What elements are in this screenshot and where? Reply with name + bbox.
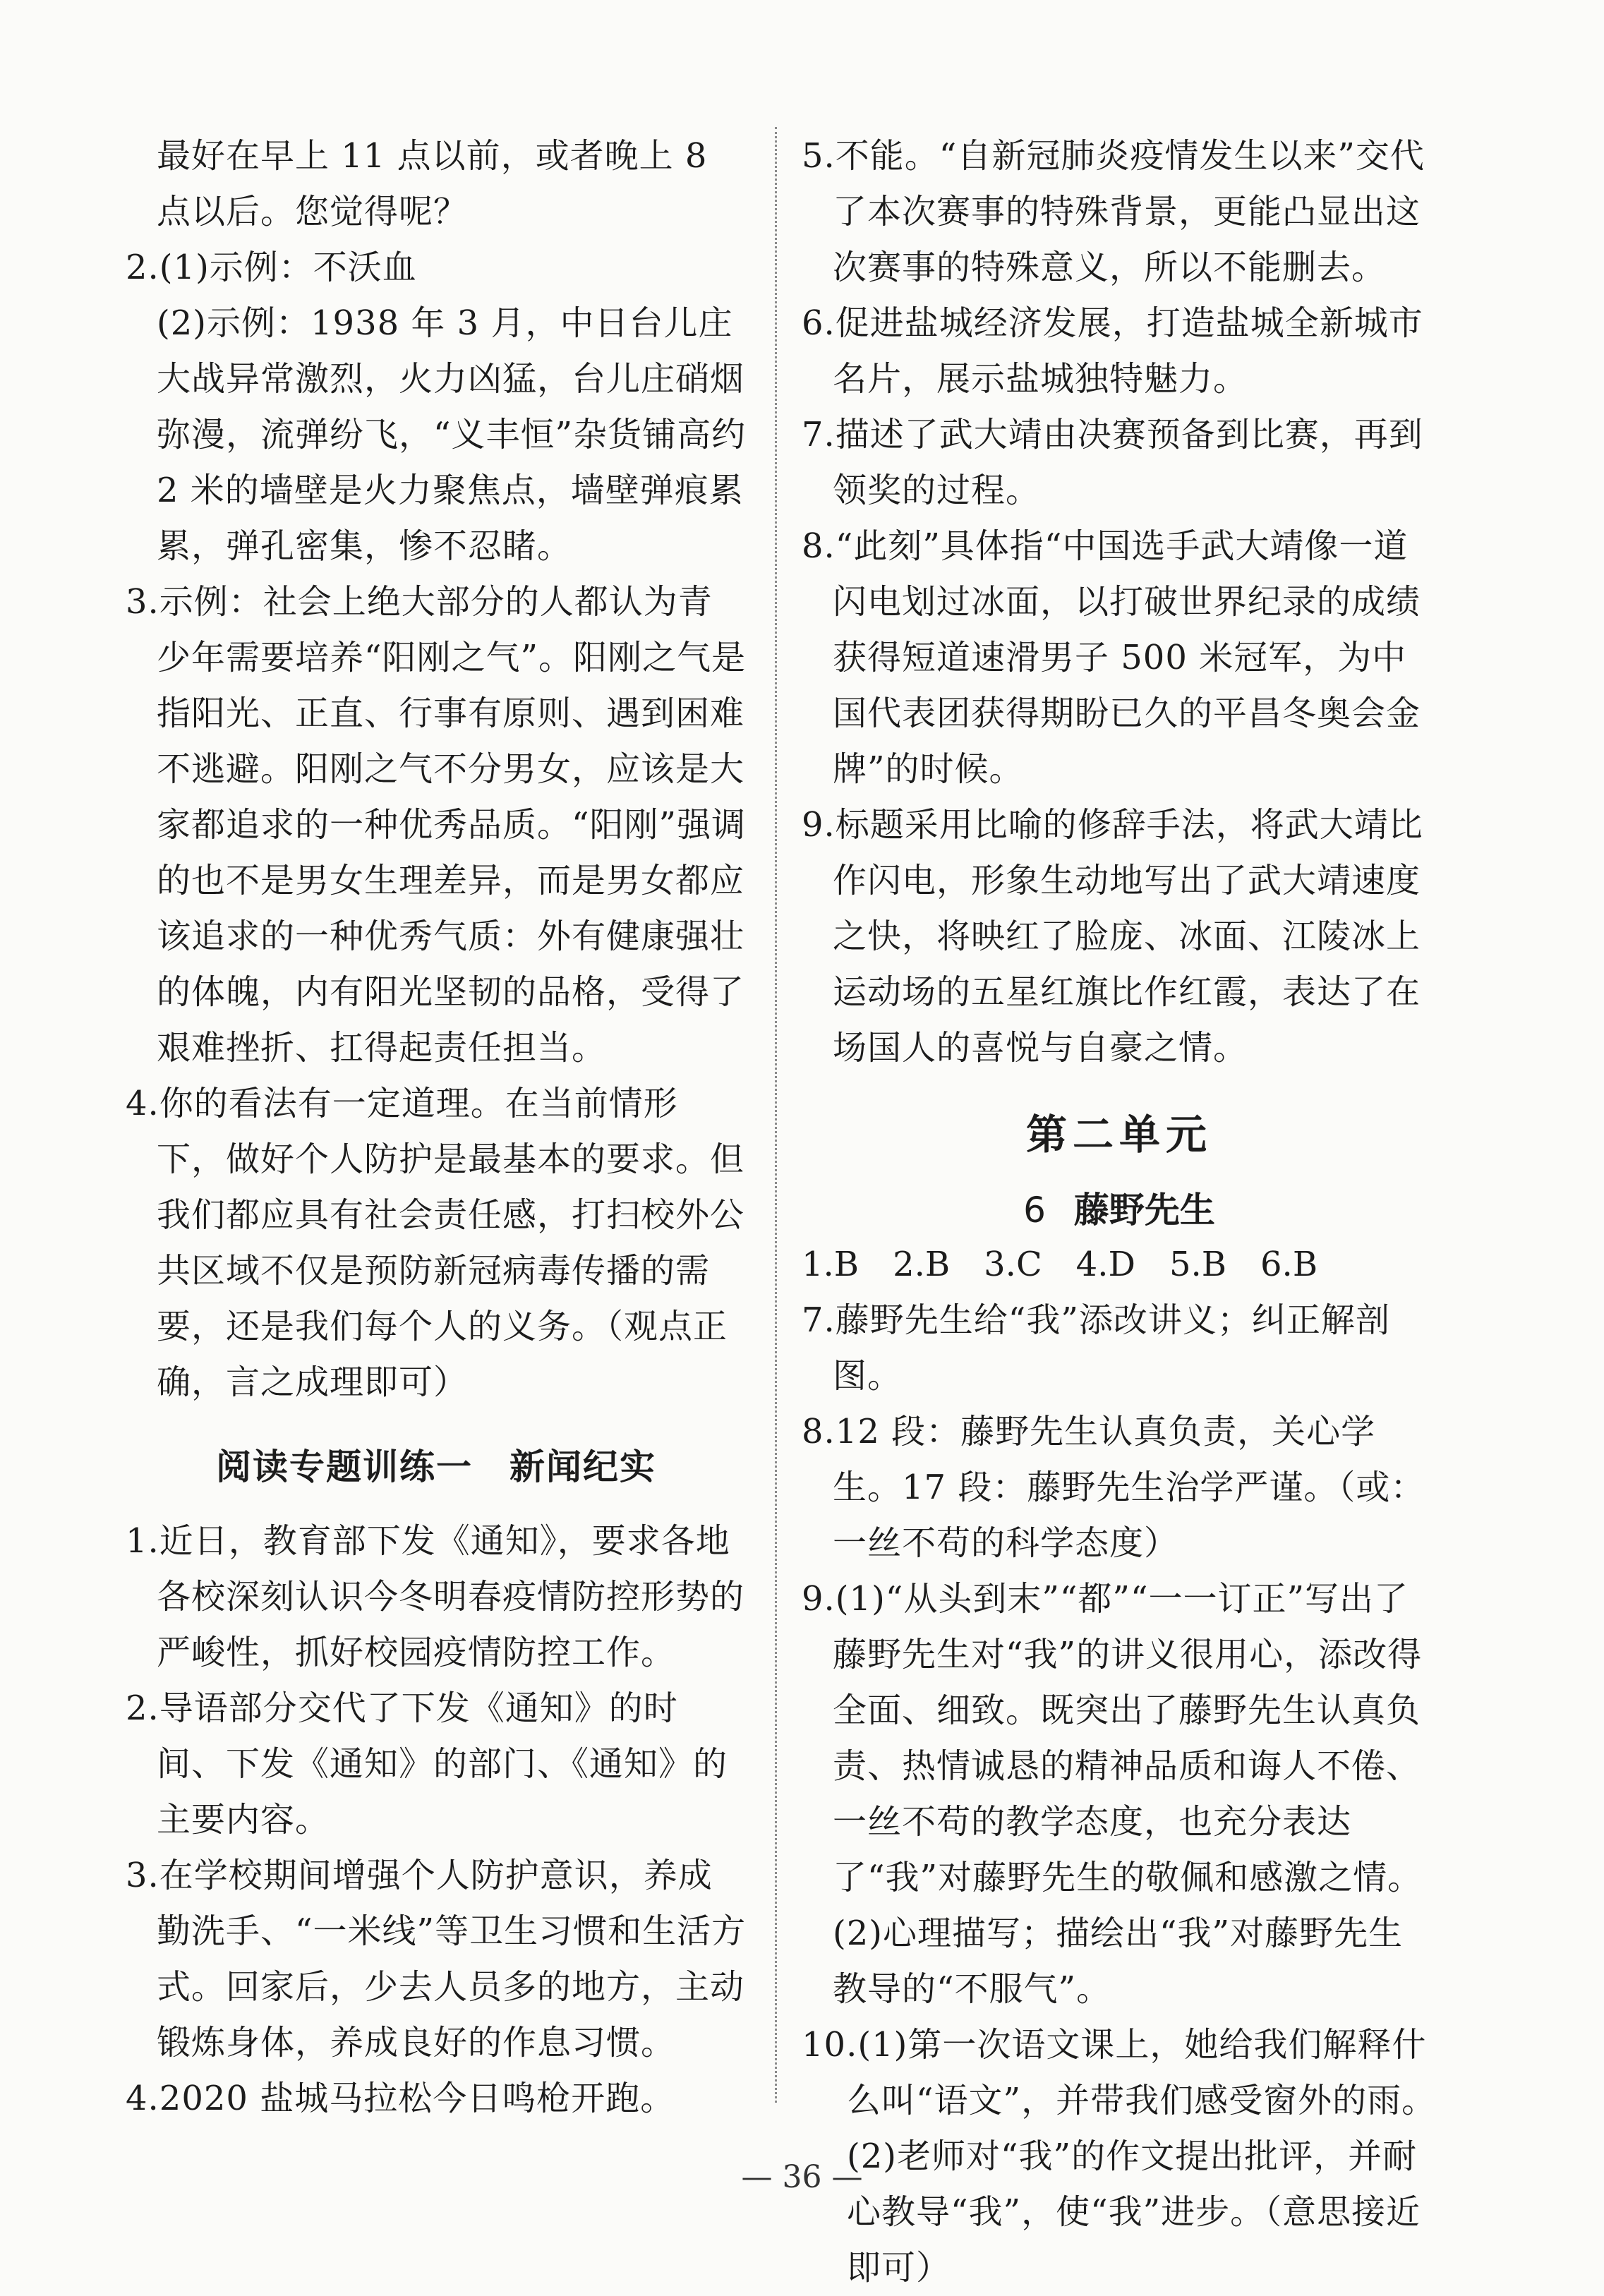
answer-3: 3.示例：社会上绝大部分的人都认为青少年需要培养“阳刚之气”。阳刚之气是指阳光、正直、行事有原则、遇到困难不逃避。阳刚之气不分男女，应该是大家都追求的一种优秀品质。“阳刚”强调的也不是男女生理差异，而是男女都应该追求的一种优秀气质：外有健康强壮的体魄，内有阳光坚韧的品格，受得了艰难挫折、扛得起责任担当。 [126, 582, 747, 1068]
lesson-answer-10-2: (2)老师对“我”的作文提出批评，并耐心教导“我”，使“我”进步。（意思接近即可） [847, 2137, 1421, 2288]
right-column [802, 128, 1437, 2296]
answer-4: 4.你的看法有一定道理。在当前情形下，做好个人防护是最基本的要求。但我们都应具有社会责任感，打扫校外公共区域不仅是预防新冠病毒传播的需要，还是我们每个人的义务。（观点正确，言之成理即可） [126, 1084, 745, 1402]
news-answer-7: 7.描述了武大靖由决赛预备到比赛，再到领奖的过程。 [802, 415, 1423, 510]
news-answer-3: 3.在学校期间增强个人防护意识，养成勤洗手、“一米线”等卫生习惯和生活方式。回家后，少去人员多的地方，主动锻炼身体，养成良好的作息习惯。 [126, 1856, 747, 2062]
news-answer-9: 9.标题采用比喻的修辞手法，将武大靖比作闪电，形象生动地写出了武大靖速度之快，将映红了脸庞、冰面、江陵冰上运动场的五星红旗比作红霞，表达了在场国人的喜悦与自豪之情。 [802, 805, 1423, 1068]
multiple-choice-answers: 1.B 2.B 3.C 4.D 5.B 6.B [802, 1245, 1318, 1284]
news-answer-1: 1.近日，教育部下发《通知》，要求各地各校深刻认识今冬明春疫情防控形势的严峻性，抓好校园疫情防控工作。 [126, 1521, 745, 1672]
intro-continuation: 最好在早上 11 点以前，或者晚上 8 点以后。您觉得呢？ [157, 136, 708, 231]
news-answer-2: 2.导语部分交代了下发《通知》的时间、下发《通知》的部门、《通知》的主要内容。 [126, 1688, 728, 1839]
news-answer-6: 6.促进盐城经济发展，打造盐城全新城市名片，展示盐城独特魅力。 [802, 303, 1423, 399]
lesson-answer-7: 7.藤野先生给“我”添改讲义；纠正解剖图。 [802, 1300, 1390, 1396]
left-column [126, 128, 747, 2127]
news-answer-5: 5.不能。“自新冠肺炎疫情发生以来”交代了本次赛事的特殊背景，更能凸显出这次赛事的特殊意义，所以不能删去。 [802, 136, 1425, 287]
lesson-answer-9-2: (2)心理描写；描绘出“我”对藤野先生教导的“不服气”。 [833, 1914, 1404, 2009]
lesson-number: 6 [1023, 1190, 1046, 1231]
unit-title: 第二单元 [1025, 1111, 1212, 1159]
news-answer-8: 8.“此刻”具体指“中国选手武大靖像一道闪电划过冰面，以打破世界纪录的成绩获得短道速滑男子 500 米冠军，为中国代表团获得期盼已久的平昌冬奥会金牌”的时候。 [802, 526, 1421, 789]
page-number: — 36 — [741, 2159, 863, 2195]
lesson-answer-9-1: 9.(1)“从头到末”“都”“一一订正”写出了藤野先生对“我”的讲义很用心，添改得全面、细致。既突出了藤野先生认真负责、热情诚恳的精神品质和诲人不倦、一丝不苟的教学态度，也充分表达了“我”对藤野先生的敬佩和感激之情。 [802, 1579, 1423, 1897]
answer-2-1: 2.(1)示例：不沃血 [126, 248, 417, 287]
answer-2-2: (2)示例：1938 年 3 月，中日台儿庄大战异常激烈，火力凶猛，台儿庄硝烟弥漫，流弹纷飞，“义丰恒”杂货铺高约 2 米的墙壁是火力聚焦点，墙壁弹痕累累，弹孔密集，惨不忍睹。 [157, 303, 747, 566]
lesson-answer-8: 8.12 段：藤野先生认真负责，关心学生。17 段：藤野先生治学严谨。（或：一丝不苟的科学态度） [802, 1412, 1425, 1563]
column-divider [775, 127, 777, 2103]
lesson-answer-10-1: 10.(1)第一次语文课上，她给我们解释什么叫“语文”，并带我们感受窗外的雨。 [802, 2025, 1437, 2120]
lesson-title [802, 1182, 1437, 1233]
news-answer-4: 4.2020 盐城马拉松今日鸣枪开跑。 [126, 2079, 675, 2118]
lesson-name: 藤野先生 [1073, 1190, 1215, 1231]
section-title: 阅读专题训练一 新闻纪实 [216, 1446, 656, 1487]
